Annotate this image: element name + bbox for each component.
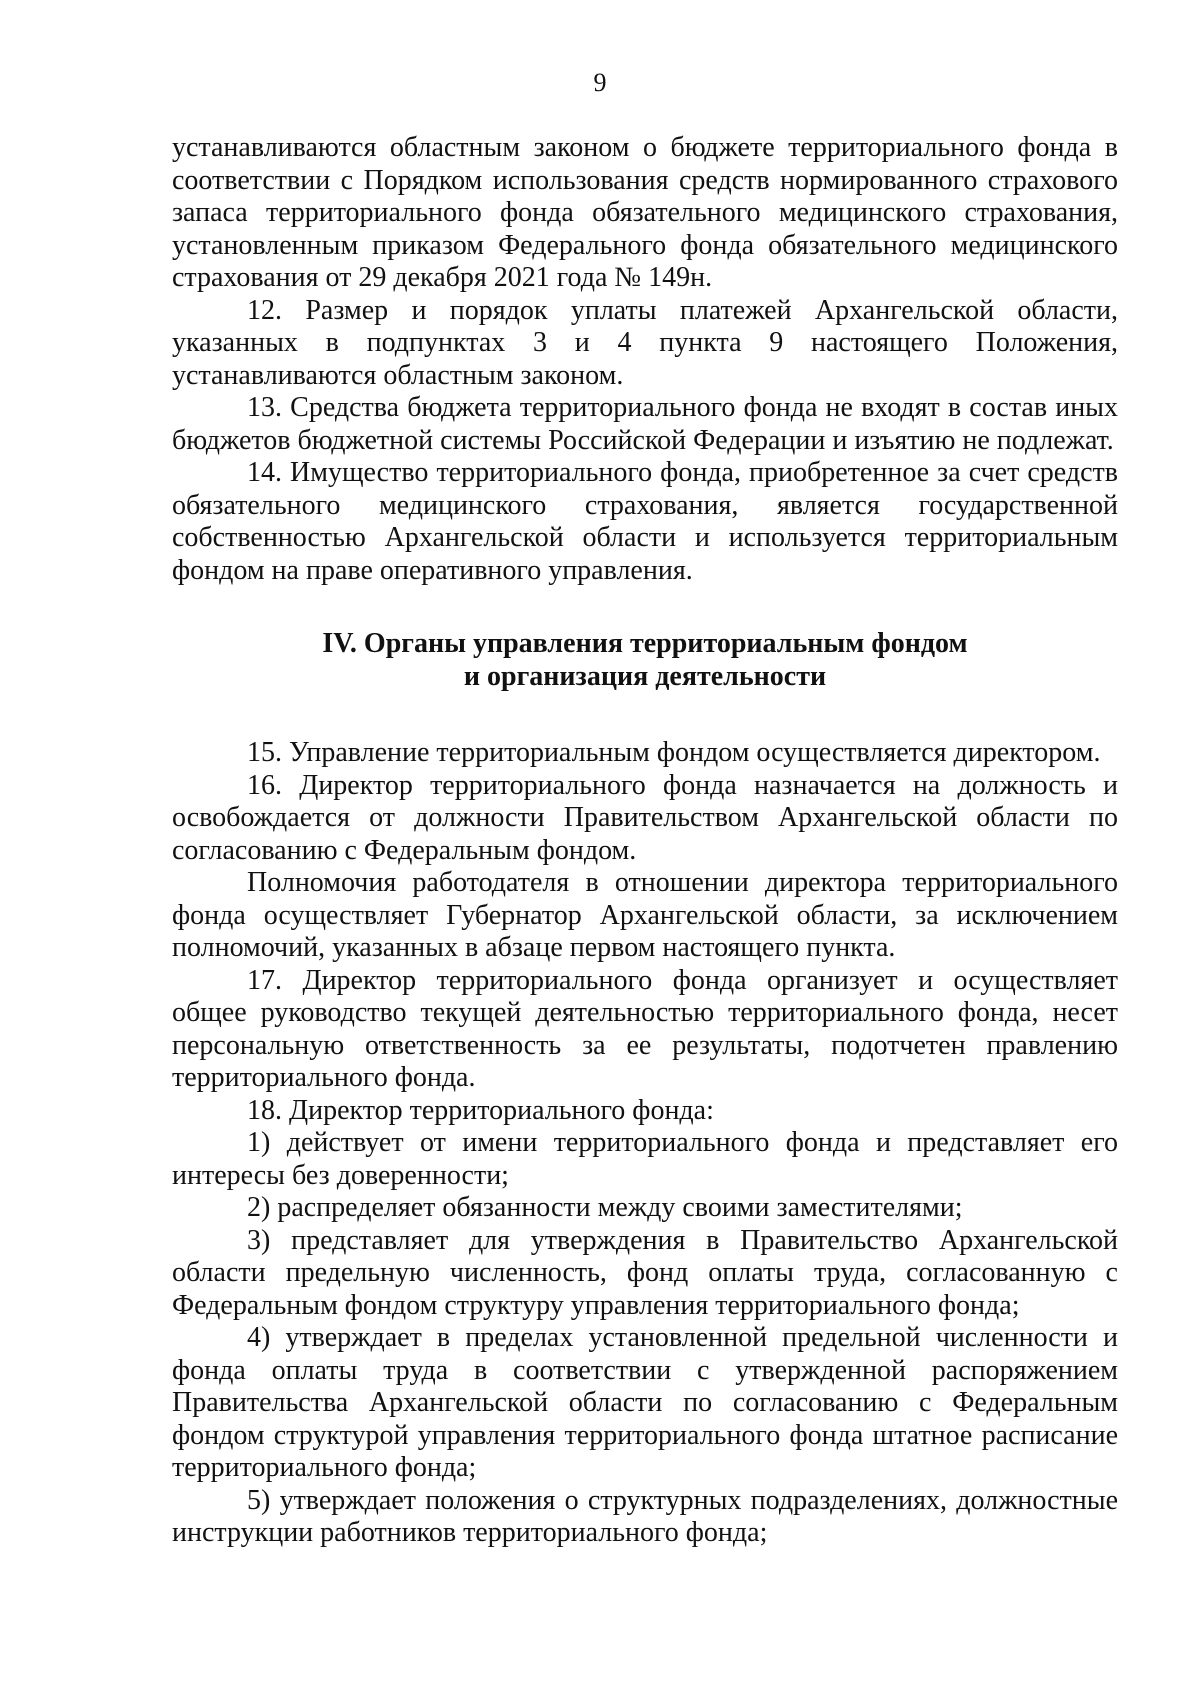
paragraph-18-item-2: 2) распределяет обязанности между своими заместителями; xyxy=(247,1192,963,1223)
paragraph-18-item-1: 1) действует от имени территориального фонда и представляет его интересы без доверенности; xyxy=(172,1127,1118,1191)
paragraph-18: 18. Директор территориального фонда: xyxy=(247,1094,714,1126)
document-body xyxy=(172,132,1118,1550)
paragraph-15: 15. Управление территориальным фондом осуществляется директором. xyxy=(247,737,1101,768)
paragraphs-top xyxy=(172,132,1118,587)
paragraph-14: 14. Имущество территориального фонда, приобретенное за счет средств обязательного медицинского страхования, является государственной собственностью Архангельской области и используется территориальным фондом на праве оперативного управления. xyxy=(172,457,1118,586)
page-number: 9 xyxy=(593,68,607,97)
paragraphs-bottom xyxy=(172,737,1118,1550)
paragraph-continuation: устанавливаются областным законом о бюджете территориального фонда в соответствии с Порядком использования средств нормированного страхового запаса территориального фонда обязательного медицинского страхования, установленным приказом Федерального фонда обязательного медицинского страхования от 29 декабря 2021 года № 149н. xyxy=(172,132,1118,293)
section-heading-line-2: и организация деятельности xyxy=(463,661,827,692)
paragraph-18-item-4: 4) утверждает в пределах установленной предельной численности и фонда оплаты труда в соответствии с утвержденной распоряжением Правительства Архангельской области по согласованию с Федеральным фондом структурой управления территориального фонда штатное расписание территориального фонда; xyxy=(172,1322,1118,1483)
section-heading xyxy=(172,627,1118,693)
paragraph-18-item-3: 3) представляет для утверждения в Правительство Архангельской области предельную численность, фонд оплаты труда, согласованную с Федеральным фондом структуру управления территориального фонда; xyxy=(172,1224,1118,1321)
paragraph-12: 12. Размер и порядок уплаты платежей Архангельской области, указанных в подпунктах 3 и 4 пункта 9 настоящего Положения, устанавливаются областным законом. xyxy=(172,294,1118,391)
paragraph-18-item-5: 5) утверждает положения о структурных подразделениях, должностные инструкции работников территориального фонда; xyxy=(172,1484,1118,1548)
paragraph-17: 17. Директор территориального фонда организует и осуществляет общее руководство текущей деятельностью территориального фонда, несет персональную ответственность за ее результаты, подотчетен правлению территориального фонда. xyxy=(172,964,1118,1093)
paragraph-16: 16. Директор территориального фонда назначается на должность и освобождается от должности Правительством Архангельской области по согласованию с Федеральным фондом. xyxy=(172,769,1118,866)
section-heading-line-1: IV. Органы управления территориальным фондом xyxy=(322,628,968,659)
paragraph-13: 13. Средства бюджета территориального фонда не входят в состав иных бюджетов бюджетной системы Российской Федерации и изъятию не подлежат. xyxy=(172,392,1118,456)
paragraph-16-second: Полномочия работодателя в отношении директора территориального фонда осуществляет Губернатор Архангельской области, за исключением полномочий, указанных в абзаце первом настоящего пункта. xyxy=(172,867,1118,963)
